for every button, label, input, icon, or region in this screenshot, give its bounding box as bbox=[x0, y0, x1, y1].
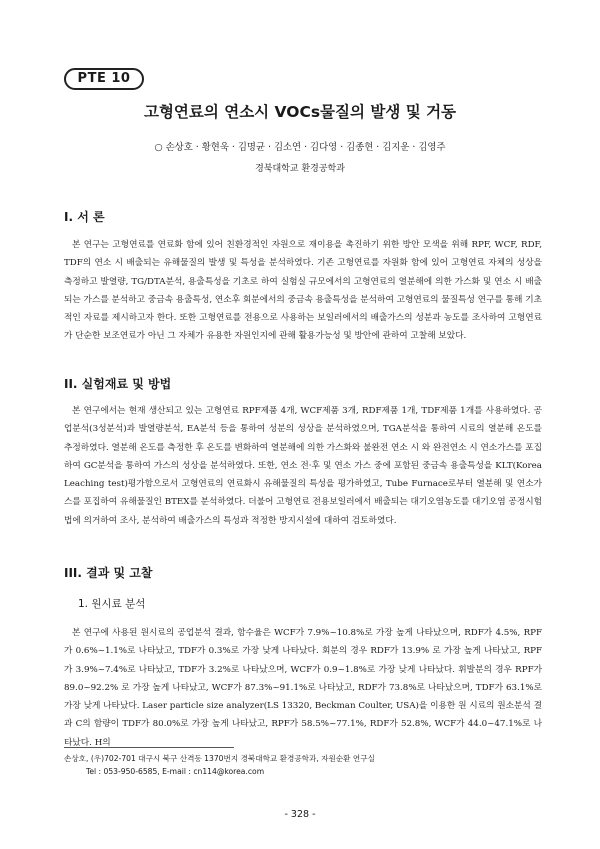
author-list: ○ 손상호 · 황현욱 · 김명균 · 김소연 · 김다영 · 김종현 · 김지운 · 김영주 bbox=[154, 142, 446, 153]
footnote-contact: Tel : 053-950-6585, E-mail : cn114@korea.com bbox=[86, 767, 265, 776]
paper-title: 고형연료의 연소시 VOCs물질의 발생 및 거동 bbox=[143, 103, 457, 121]
page-number: - 328 - bbox=[284, 809, 316, 820]
section-heading-results: III. 결과 및 고찰 bbox=[64, 566, 153, 580]
methods-paragraph: 본 연구에서는 현재 생산되고 있는 고형연료 RPF제품 4개, WCF제품 3개, RDF제품 1개, TDF제품 1개를 사용하였다. 공업분석(3성분석)과 발열량분석, EA분석 등을 통하여 성분의 성상을 분석하였으며, TGA분석을 통하여 시료의 열분해 온도를 추정하였다. 열분해 온도를 측정한 후 온도를 변화하여 열분해에 의한 가스화와 불완전 연소 시 와 완전연소 시 연소가스를 포집하여 GC분석을 통하여 가스의 성상을 분석하였다. 또한, 연소 전·후 및 연소 가스 중에 포함된 중금속 용출특성을 KLT(Korea Leaching test)평가함으로서 고형연료의 연료화시 유해물질의 특성을 평가하였고, Tube Furnace로부터 열분해 및 연소가스를 포집하여 유해물질인 BTEX를 분석하였다. 더불어 고형연료 전용보일러에서 배출되는 대기오염농도를 대기오염 공정시험법에 의거하여 조사, 분석하여 배출가스의 특성과 적정한 방지시설에 대하여 검토하였다. bbox=[64, 406, 542, 526]
section-heading-introduction: I. 서 론 bbox=[64, 210, 105, 224]
affiliation: 경북대학교 환경공학과 bbox=[255, 164, 345, 174]
subsection-heading-raw-sample: 1. 원시료 분석 bbox=[78, 598, 146, 610]
session-badge: PTE 10 bbox=[64, 68, 144, 90]
results-paragraph: 본 연구에 사용된 원시료의 공업분석 결과, 함수율은 WCF가 7.9%~10.8%로 가장 높게 나타났으며, RDF가 4.5%, RPF가 0.6%~1.1%로 나타났고, TDF가 0.3%로 가장 낮게 나타났다. 회분의 경우 RDF가 13.9% 로 가장 높게 나타났고, RPF가 3.9%~7.4%로 나타났고, TDF가 3.2%로 나타났으며, WCF가 0.9~1.8%로 가장 낮게 나타났다. 휘발분의 경우 RPF가 89.0~92.2% 로 가장 높게 나타났고, WCF가 87.3%~91.1%로 나타났고, RDF가 73.8%로 나타났으며, TDF가 63.1%로 가장 낮게 나타났다. Laser particle size analyzer(LS 13320, Beckman Coulter, USA)을 이용한 원 시료의 원소분석 결과 C의 함량이 TDF가 80.0%로 가장 높게 나타났고, RPF가 58.5%~77.1%, RDF가 52.8%, WCF가 44.0~47.1%로 나타났다. H의 bbox=[64, 628, 542, 748]
footnote-address: 손상호, (우)702-701 대구시 북구 산격동 1370번지 경북대학교 환경공학과, 자원순환 연구실 bbox=[64, 754, 375, 763]
introduction-paragraph: 본 연구는 고형연료를 연료화 함에 있어 친환경적인 자원으로 재이용을 촉진하기 위한 방안 모색을 위해 RPF, WCF, RDF, TDF의 연소 시 배출되는 유해물질의 발생 및 특성을 분석하였다. 기존 고형연료를 자원화 함에 있어 고형연료 자체의 성상을 측정하고 발열량, TG/DTA분석, 용출특성을 기초로 하여 실험실 규모에서의 고형연료의 열분해에 의한 가스화 및 연소 시 배출되는 가스를 분석하고 중금속 용출특성, 연소후 회분에서의 중금속 용출특성을 분석하여 고형연료의 물질특성 연구를 통해 기초적인 자료를 제시하고자 한다. 또한 고형연료를 전용으로 사용하는 보일러에서의 배출가스의 성분과 농도를 조사하여 고형연료가 단순한 보조연료가 아닌 그 자체가 유용한 자원인지에 관해 활용가능성 및 방안에 관하여 고찰해 보았다. bbox=[64, 240, 542, 342]
footnote-divider bbox=[64, 747, 234, 748]
section-heading-methods: II. 실험재료 및 방법 bbox=[64, 377, 172, 391]
